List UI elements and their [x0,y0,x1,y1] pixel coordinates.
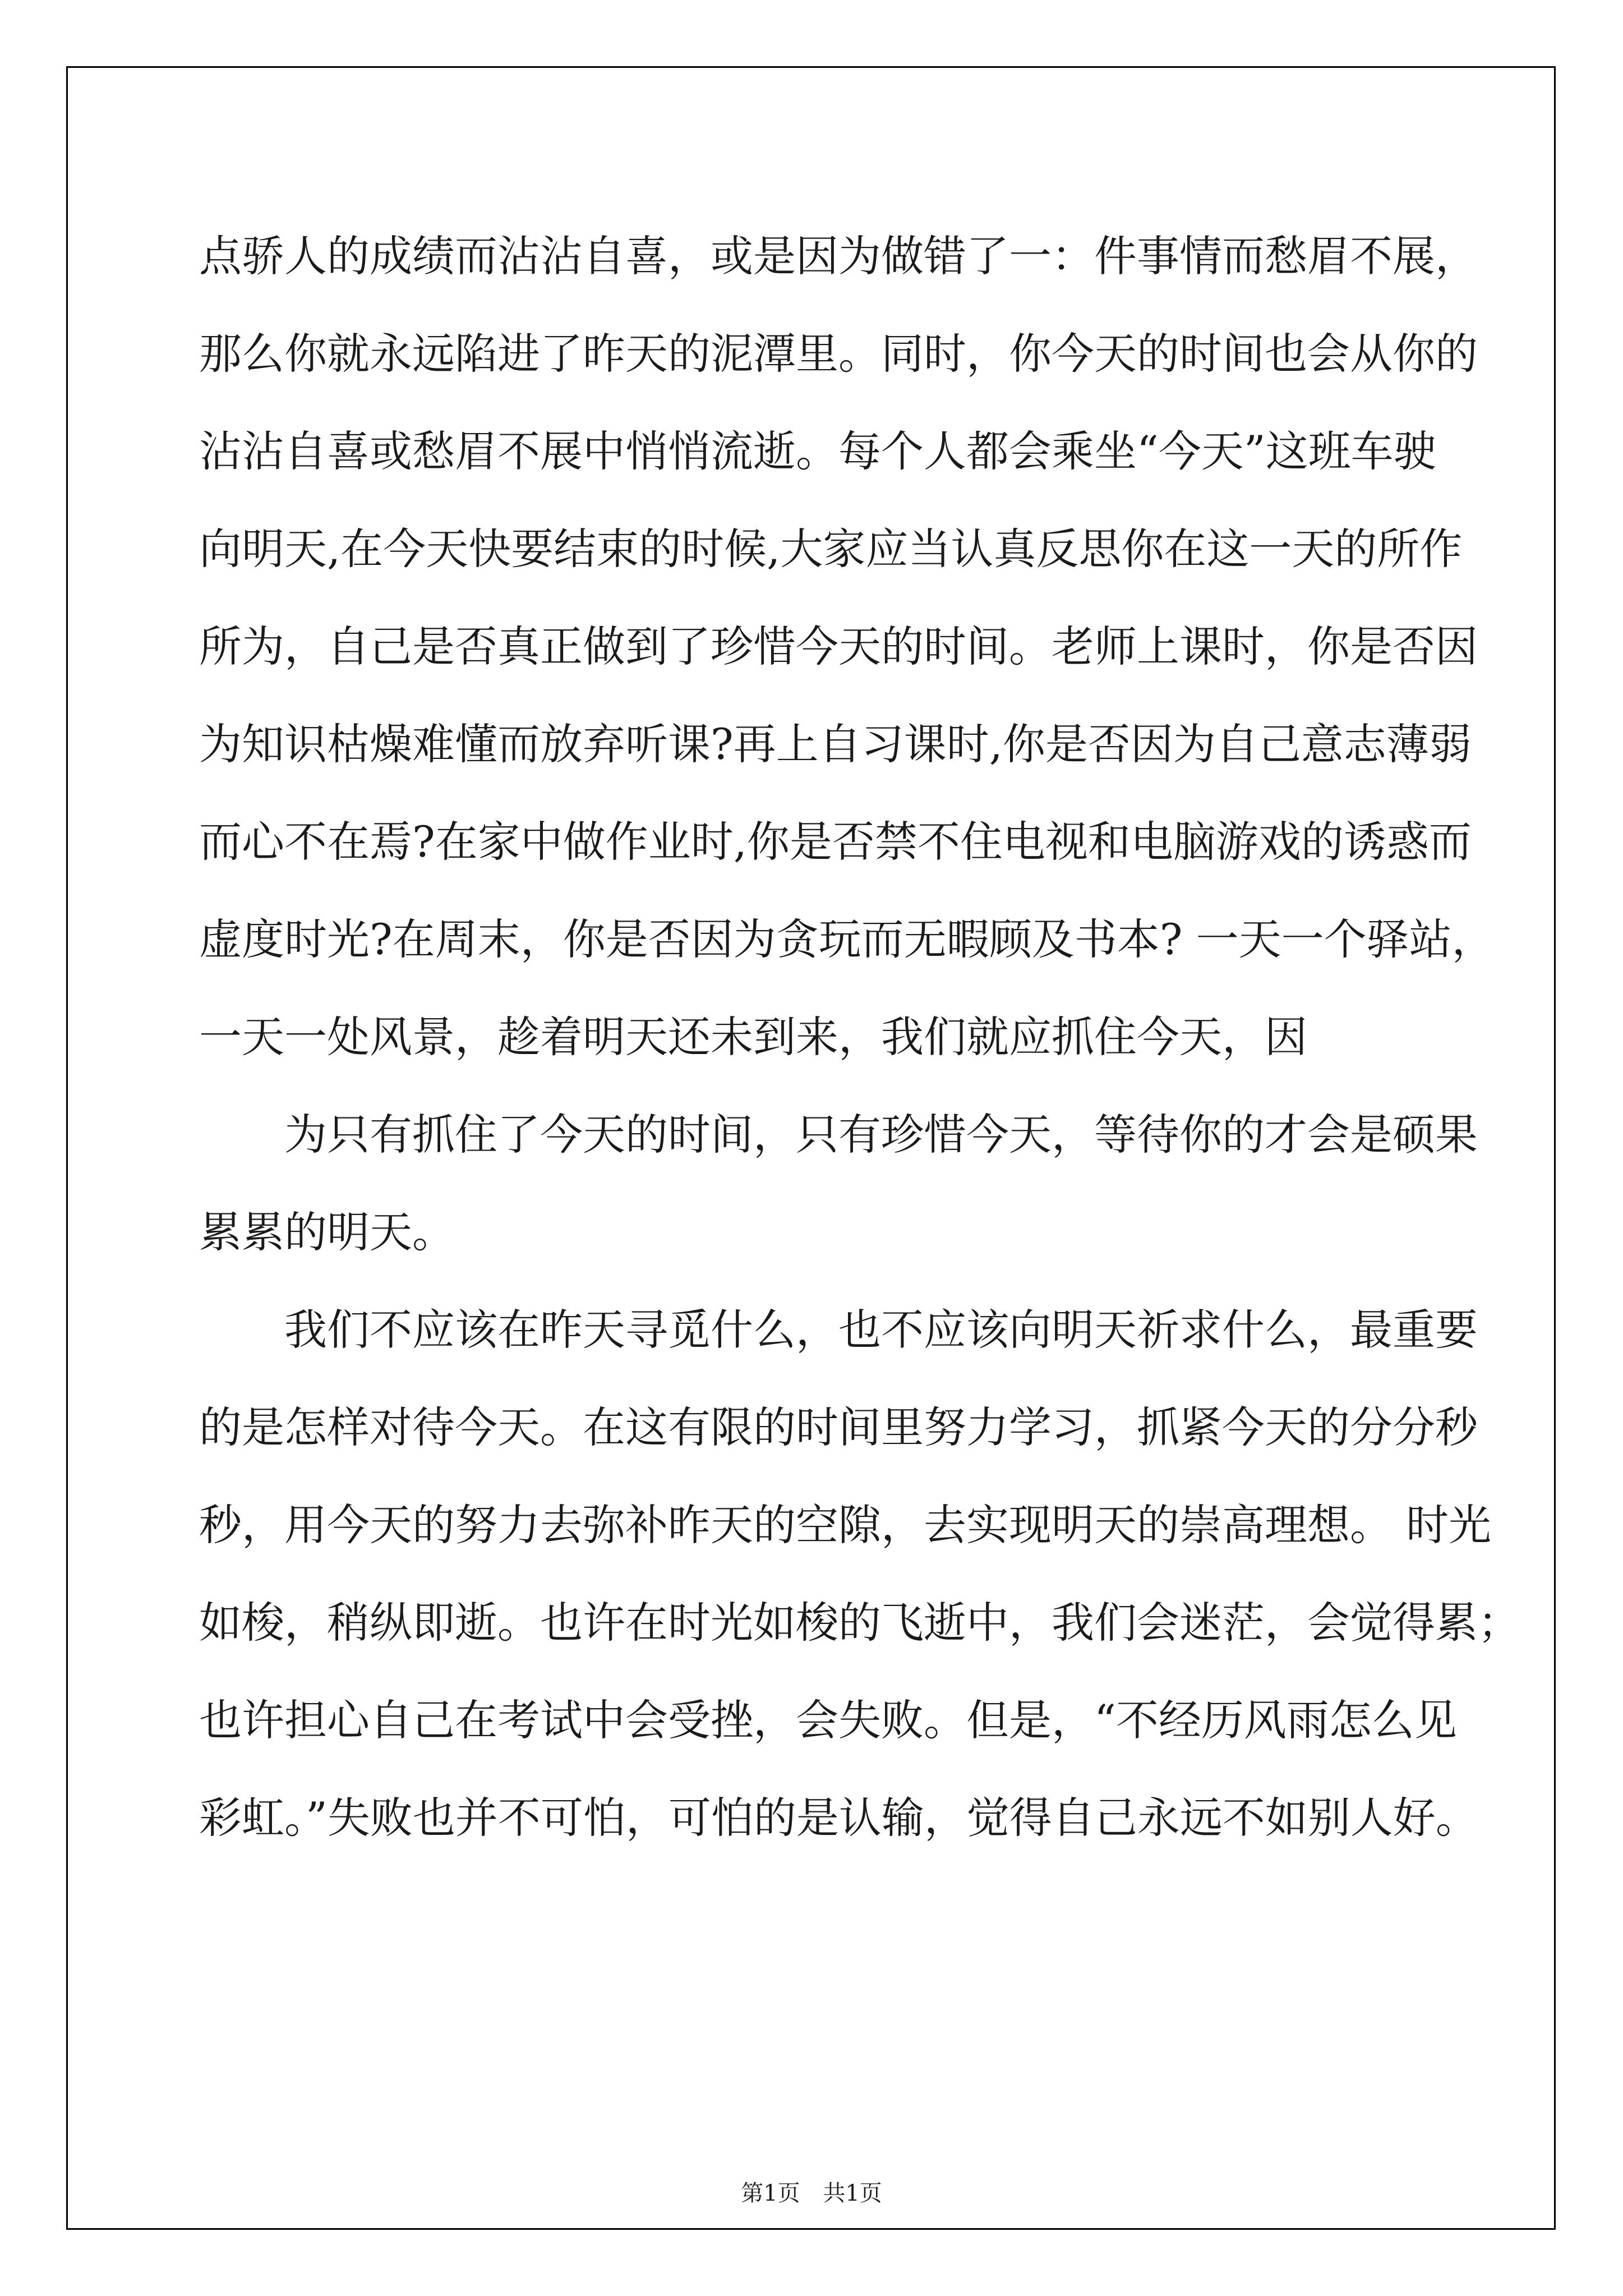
text-line: 的是怎样对待今天。在这有限的时间里努力学习，抓紧今天的分分秒 [199,1402,1478,1452]
text-line: 为只有抓住了今天的时间，只有珍惜今天，等待你的才会是硕果 [284,1110,1478,1159]
text-line: 向明天,在今天快要结束的时候,大家应当认真反思你在这一天的所作 [199,524,1463,574]
text-line: 虚度时光?在周末，你是否因为贪玩而无暇顾及书本? 一天一个驿站， [199,914,1495,964]
text-line: 彩虹。”失败也并不可怕，可怕的是认输，觉得自己永远不如别人好。 [199,1793,1478,1843]
document-body [199,208,1520,1867]
text-line: 点骄人的成绩而沾沾自喜，或是因为做错了一：件事情而愁眉不展， [199,231,1478,281]
page-total: 共1页 [823,2180,882,2206]
page-footer [0,2175,1623,2207]
text-line: 秒，用今天的努力去弥补昨天的空隙，去实现明天的崇高理想。 时光 [199,1500,1492,1550]
text-line: 沾沾自喜或愁眉不展中悄悄流逝。每个人都会乘坐“今天”这班车驶 [199,426,1436,476]
text-line: 那么你就永远陷进了昨天的泥潭里。同时，你今天的时间也会从你的 [199,329,1478,379]
text-line: 所为，自己是否真正做到了珍惜今天的时间。老师上课时，你是否因 [199,622,1478,671]
text-line: 如梭，稍纵即逝。也许在时光如梭的飞逝中，我们会迷茫，会觉得累； [199,1598,1520,1648]
text-line: 为知识枯燥难懂而放弃听课?再上自习课时,你是否因为自己意志薄弱 [199,719,1472,769]
text-line: 一天一处风景，趁着明天还未到来，我们就应抓住今天，因 [199,1012,1307,1062]
text-line: 也许担心自己在考试中会受挫，会失败。但是，“不经历风雨怎么见 [199,1695,1457,1745]
page-number: 第1页 [741,2180,800,2206]
text-line: 累累的明天。 [199,1207,455,1257]
text-line: 而心不在焉?在家中做作业时,你是否禁不住电视和电脑游戏的诱惑而 [199,817,1472,867]
text-line: 我们不应该在昨天寻觅什么，也不应该向明天祈求什么，最重要 [284,1305,1478,1355]
